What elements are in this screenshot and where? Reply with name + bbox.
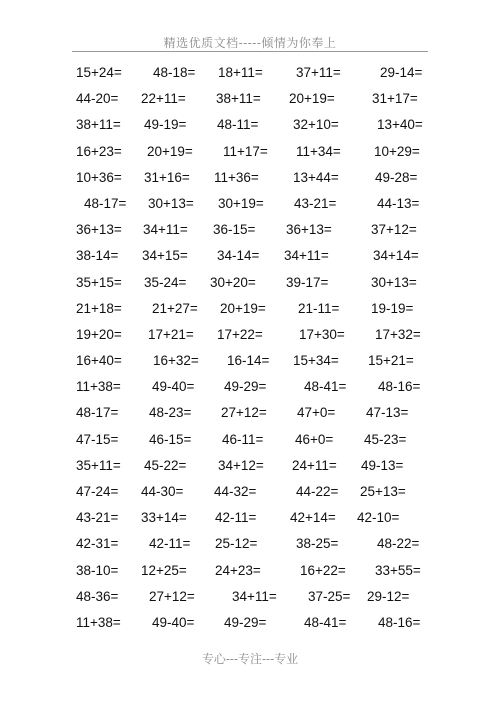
arithmetic-problem: 11+38= <box>76 379 121 395</box>
arithmetic-problem: 49-19= <box>144 117 187 133</box>
arithmetic-problem: 48-36= <box>76 588 119 604</box>
arithmetic-problem: 34+12= <box>218 457 264 473</box>
arithmetic-problem: 36+13= <box>286 222 332 238</box>
arithmetic-problem: 16+32= <box>153 353 199 369</box>
arithmetic-problem: 34-14= <box>217 248 260 264</box>
arithmetic-problem: 25+13= <box>360 484 406 499</box>
problem-row <box>0 221 500 247</box>
arithmetic-problem: 21+27= <box>152 300 198 316</box>
problem-row <box>0 247 500 273</box>
arithmetic-problem: 11+34= <box>296 143 341 159</box>
arithmetic-problem: 34+11= <box>143 222 188 238</box>
arithmetic-problem: 22+11= <box>141 91 186 107</box>
arithmetic-problem: 42+14= <box>290 510 336 526</box>
arithmetic-problem: 48-16= <box>378 379 421 395</box>
arithmetic-problem: 13+40= <box>377 117 423 133</box>
arithmetic-problem: 38+11= <box>216 91 261 107</box>
arithmetic-problem: 35+11= <box>76 457 121 473</box>
arithmetic-problem-grid <box>0 64 500 640</box>
arithmetic-problem: 48-18= <box>153 65 196 80</box>
arithmetic-problem: 45-23= <box>364 431 407 447</box>
arithmetic-problem: 15+24= <box>76 65 122 80</box>
arithmetic-problem: 17+21= <box>148 326 194 342</box>
arithmetic-problem: 11+38= <box>76 614 121 630</box>
arithmetic-problem: 30+13= <box>371 274 417 290</box>
arithmetic-problem: 10+29= <box>374 143 420 159</box>
problem-row <box>0 64 500 90</box>
arithmetic-problem: 39-17= <box>286 274 329 290</box>
arithmetic-problem: 20+19= <box>220 300 266 316</box>
arithmetic-problem: 36-15= <box>213 222 256 238</box>
arithmetic-problem: 42-10= <box>357 510 400 526</box>
arithmetic-problem: 21+18= <box>76 300 122 316</box>
page-footer: 专心---专注---专业 <box>201 652 299 666</box>
arithmetic-problem: 21-11= <box>298 300 340 316</box>
arithmetic-problem: 48-11= <box>217 117 259 133</box>
arithmetic-problem: 49-28= <box>375 169 418 185</box>
problem-row <box>0 457 500 483</box>
problem-row <box>0 483 500 509</box>
arithmetic-problem: 37+11= <box>296 65 341 80</box>
arithmetic-problem: 42-11= <box>215 510 257 526</box>
arithmetic-problem: 15+34= <box>293 353 339 369</box>
arithmetic-problem: 27+12= <box>221 405 267 421</box>
problem-row <box>0 378 500 404</box>
arithmetic-problem: 48-17= <box>76 405 119 421</box>
arithmetic-problem: 16+22= <box>300 562 346 578</box>
arithmetic-problem: 16-14= <box>227 353 270 369</box>
arithmetic-problem: 25-12= <box>215 536 258 552</box>
arithmetic-problem: 24+11= <box>292 457 337 473</box>
arithmetic-problem: 19-19= <box>371 300 414 316</box>
arithmetic-problem: 49-29= <box>224 614 267 630</box>
problem-row <box>0 116 500 142</box>
arithmetic-problem: 38+11= <box>76 117 121 133</box>
arithmetic-problem: 47-24= <box>76 484 119 499</box>
arithmetic-problem: 38-14= <box>76 248 119 264</box>
problem-row <box>0 431 500 457</box>
problem-row <box>0 326 500 352</box>
arithmetic-problem: 45-22= <box>144 457 187 473</box>
arithmetic-problem: 46-11= <box>222 431 264 447</box>
problem-row <box>0 352 500 378</box>
arithmetic-problem: 18+11= <box>218 65 263 80</box>
arithmetic-problem: 35+15= <box>76 274 122 290</box>
arithmetic-problem: 48-22= <box>377 536 420 552</box>
problem-row <box>0 562 500 588</box>
problem-row <box>0 404 500 430</box>
arithmetic-problem: 30+13= <box>148 195 194 211</box>
arithmetic-problem: 49-13= <box>361 457 404 473</box>
arithmetic-problem: 11+17= <box>223 143 268 159</box>
page-header: 精选优质文档-----倾情为你奉上 <box>163 36 337 50</box>
arithmetic-problem: 36+13= <box>76 222 122 238</box>
arithmetic-problem: 33+55= <box>375 562 421 578</box>
arithmetic-problem: 44-20= <box>76 91 119 107</box>
arithmetic-problem: 10+36= <box>76 169 122 185</box>
arithmetic-problem: 42-11= <box>149 536 191 552</box>
arithmetic-problem: 48-41= <box>304 379 347 395</box>
arithmetic-problem: 32+10= <box>293 117 339 133</box>
header-divider <box>72 51 428 52</box>
arithmetic-problem: 15+21= <box>368 353 414 369</box>
arithmetic-problem: 48-17= <box>84 195 127 211</box>
arithmetic-problem: 37-25= <box>308 588 351 604</box>
problem-row <box>0 614 500 640</box>
arithmetic-problem: 48-16= <box>378 614 421 630</box>
problem-row <box>0 588 500 614</box>
arithmetic-problem: 44-32= <box>214 484 257 499</box>
arithmetic-problem: 37+12= <box>371 222 417 238</box>
problem-row <box>0 143 500 169</box>
arithmetic-problem: 20+19= <box>147 143 193 159</box>
arithmetic-problem: 31+17= <box>372 91 418 107</box>
problem-row <box>0 300 500 326</box>
arithmetic-problem: 44-30= <box>141 484 184 499</box>
arithmetic-problem: 34+15= <box>142 248 188 264</box>
arithmetic-problem: 48-23= <box>149 405 192 421</box>
arithmetic-problem: 16+40= <box>76 353 122 369</box>
arithmetic-problem: 49-40= <box>152 614 195 630</box>
arithmetic-problem: 46-15= <box>149 431 192 447</box>
arithmetic-problem: 31+16= <box>144 169 190 185</box>
arithmetic-problem: 43-21= <box>76 510 119 526</box>
arithmetic-problem: 17+32= <box>375 326 421 342</box>
arithmetic-problem: 42-31= <box>76 536 119 552</box>
arithmetic-problem: 35-24= <box>144 274 187 290</box>
arithmetic-problem: 34+11= <box>232 588 277 604</box>
problem-row <box>0 535 500 561</box>
arithmetic-problem: 30+20= <box>210 274 256 290</box>
arithmetic-problem: 46+0= <box>295 431 334 447</box>
arithmetic-problem: 47-13= <box>366 405 409 421</box>
arithmetic-problem: 30+19= <box>218 195 264 211</box>
arithmetic-problem: 17+22= <box>217 326 263 342</box>
arithmetic-problem: 27+12= <box>149 588 195 604</box>
arithmetic-problem: 44-22= <box>296 484 339 499</box>
arithmetic-problem: 43-21= <box>294 195 337 211</box>
arithmetic-problem: 49-40= <box>152 379 195 395</box>
arithmetic-problem: 11+36= <box>214 169 259 185</box>
arithmetic-problem: 34+14= <box>373 248 419 264</box>
arithmetic-problem: 29-12= <box>367 588 410 604</box>
arithmetic-problem: 44-13= <box>377 195 420 211</box>
arithmetic-problem: 38-10= <box>76 562 119 578</box>
arithmetic-problem: 17+30= <box>299 326 345 342</box>
problem-row <box>0 169 500 195</box>
arithmetic-problem: 16+23= <box>76 143 122 159</box>
problem-row <box>0 274 500 300</box>
arithmetic-problem: 33+14= <box>141 510 187 526</box>
problem-row <box>0 195 500 221</box>
arithmetic-problem: 47-15= <box>76 431 119 447</box>
arithmetic-problem: 20+19= <box>289 91 335 107</box>
arithmetic-problem: 49-29= <box>224 379 267 395</box>
arithmetic-problem: 12+25= <box>141 562 187 578</box>
arithmetic-problem: 48-41= <box>304 614 347 630</box>
arithmetic-problem: 29-14= <box>380 65 423 80</box>
arithmetic-problem: 13+44= <box>293 169 339 185</box>
arithmetic-problem: 38-25= <box>296 536 339 552</box>
arithmetic-problem: 47+0= <box>297 405 336 421</box>
problem-row <box>0 509 500 535</box>
arithmetic-problem: 24+23= <box>215 562 261 578</box>
arithmetic-problem: 19+20= <box>76 326 122 342</box>
arithmetic-problem: 34+11= <box>284 248 329 264</box>
problem-row <box>0 90 500 116</box>
